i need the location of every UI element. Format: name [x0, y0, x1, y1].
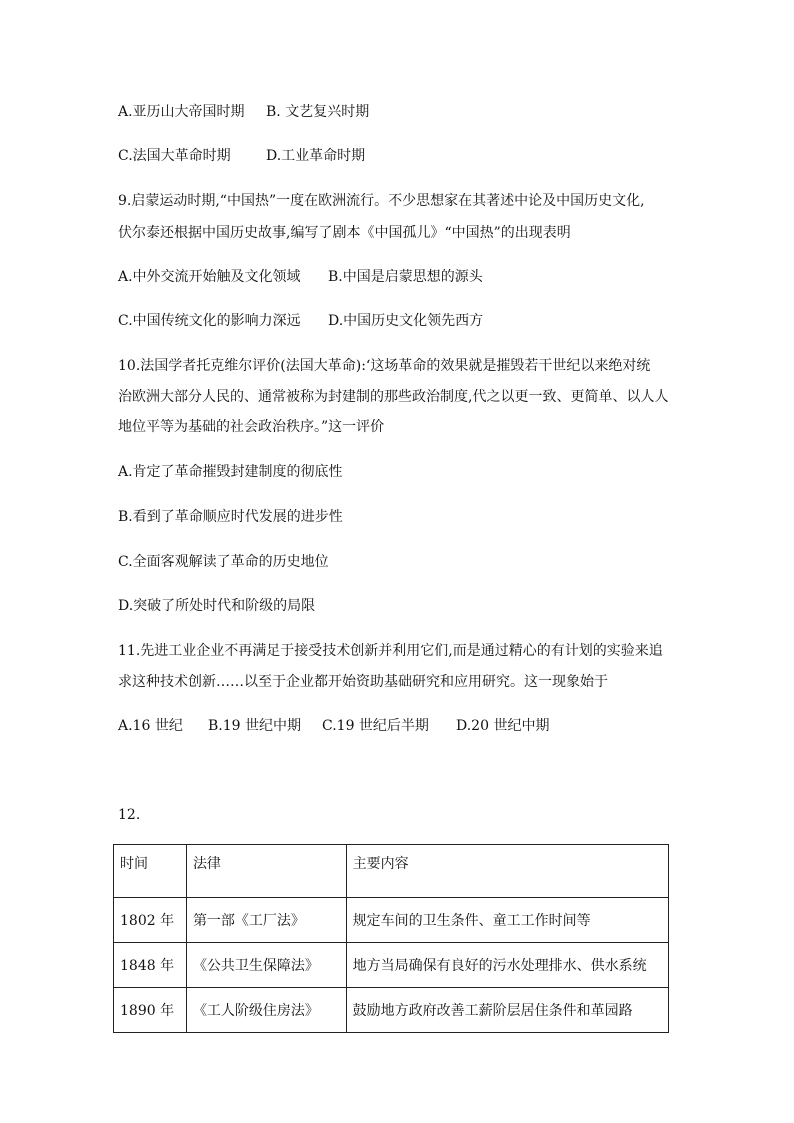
q10-option-a: A.肯定了革命摧毁封建制度的彻底性 — [118, 464, 343, 480]
q10-option-c: C.全面客观解读了革命的历史地位 — [118, 554, 329, 570]
q9-option-c: C.中国传统文化的影响力深远 — [118, 313, 301, 329]
row-1-time: 1802 年 — [114, 898, 187, 943]
q9-option-a: A.中外交流开始触及文化领域 — [118, 269, 301, 285]
row-2-time: 1848 年 — [114, 943, 187, 988]
q11-option-d: D.20 世纪中期 — [456, 718, 550, 734]
q11-options-row — [118, 716, 549, 736]
row-1-law: 第一部《工厂法》 — [186, 898, 346, 943]
row-3-content: 鼓励地方政府改善工薪阶层居住条件和革园路 — [346, 988, 668, 1033]
q11-stem-line-1: 11.先进工业企业不再满足于接受技术创新并利用它们,而是通过精心的有计划的实验来追 — [118, 643, 663, 659]
q9-options-row-2 — [118, 311, 483, 331]
q8-option-c: C.法国大革命时期 — [118, 148, 231, 164]
table-row — [114, 898, 669, 943]
q10-stem-line-2: 治欧洲大部分人民的、通常被称为封建制的那些政治制度,代之以更一致、更简单、以人人 — [118, 389, 669, 405]
table-row — [114, 988, 669, 1033]
q8-options-row-2 — [118, 146, 365, 166]
row-3-time: 1890 年 — [114, 988, 187, 1033]
q11-stem-line-2: 求这种技术创新……以至于企业都开始资助基础研究和应用研究。这一现象始于 — [118, 674, 608, 690]
laws-table — [113, 844, 669, 1033]
q9-stem-line-2: 伏尔泰还根据中国历史故事,编写了剧本《中国孤儿》“中国热”的出现表明 — [118, 225, 571, 241]
row-2-law: 《公共卫生保障法》 — [186, 943, 346, 988]
q8-option-a: A.亚历山大帝国时期 — [118, 104, 245, 120]
q9-option-d: D.中国历史文化领先西方 — [328, 313, 484, 329]
q9-options-row-1 — [118, 267, 483, 287]
q12-number: 12. — [118, 807, 141, 823]
q9-stem-line-1: 9.启蒙运动时期,“中国热”一度在欧洲流行。不少思想家在其著述中论及中国历史文化, — [118, 193, 645, 209]
q9-option-b: B.中国是启蒙思想的源头 — [328, 269, 483, 285]
q10-option-d: D.突破了所处时代和阶级的局限 — [118, 598, 316, 614]
q8-option-d: D.工业革命时期 — [266, 148, 366, 164]
header-time: 时间 — [114, 845, 187, 898]
row-1-content: 规定车间的卫生条件、童工工作时间等 — [346, 898, 668, 943]
q8-option-b: B. 文艺复兴时期 — [266, 104, 370, 120]
q10-stem-line-3: 地位平等为基础的社会政治秩序。”这一评价 — [118, 419, 385, 435]
q11-option-c: C.19 世纪后半期 — [322, 718, 429, 734]
q11-option-b: B.19 世纪中期 — [208, 718, 302, 734]
header-law: 法律 — [186, 845, 346, 898]
header-content: 主要内容 — [346, 845, 668, 898]
row-2-content: 地方当局确保有良好的污水处理排水、供水系统 — [346, 943, 668, 988]
q8-options-row-1 — [118, 102, 369, 122]
table-row — [114, 943, 669, 988]
q11-option-a: A.16 世纪 — [118, 718, 183, 734]
q10-stem-line-1: 10.法国学者托克维尔评价(法国大革命):‘这场革命的效果就是摧毁若干世纪以来绝对统 — [118, 358, 651, 374]
q10-option-b: B.看到了革命顺应时代发展的进步性 — [118, 509, 343, 525]
row-3-law: 《工人阶级住房法》 — [186, 988, 346, 1033]
table-header-row — [114, 845, 669, 898]
